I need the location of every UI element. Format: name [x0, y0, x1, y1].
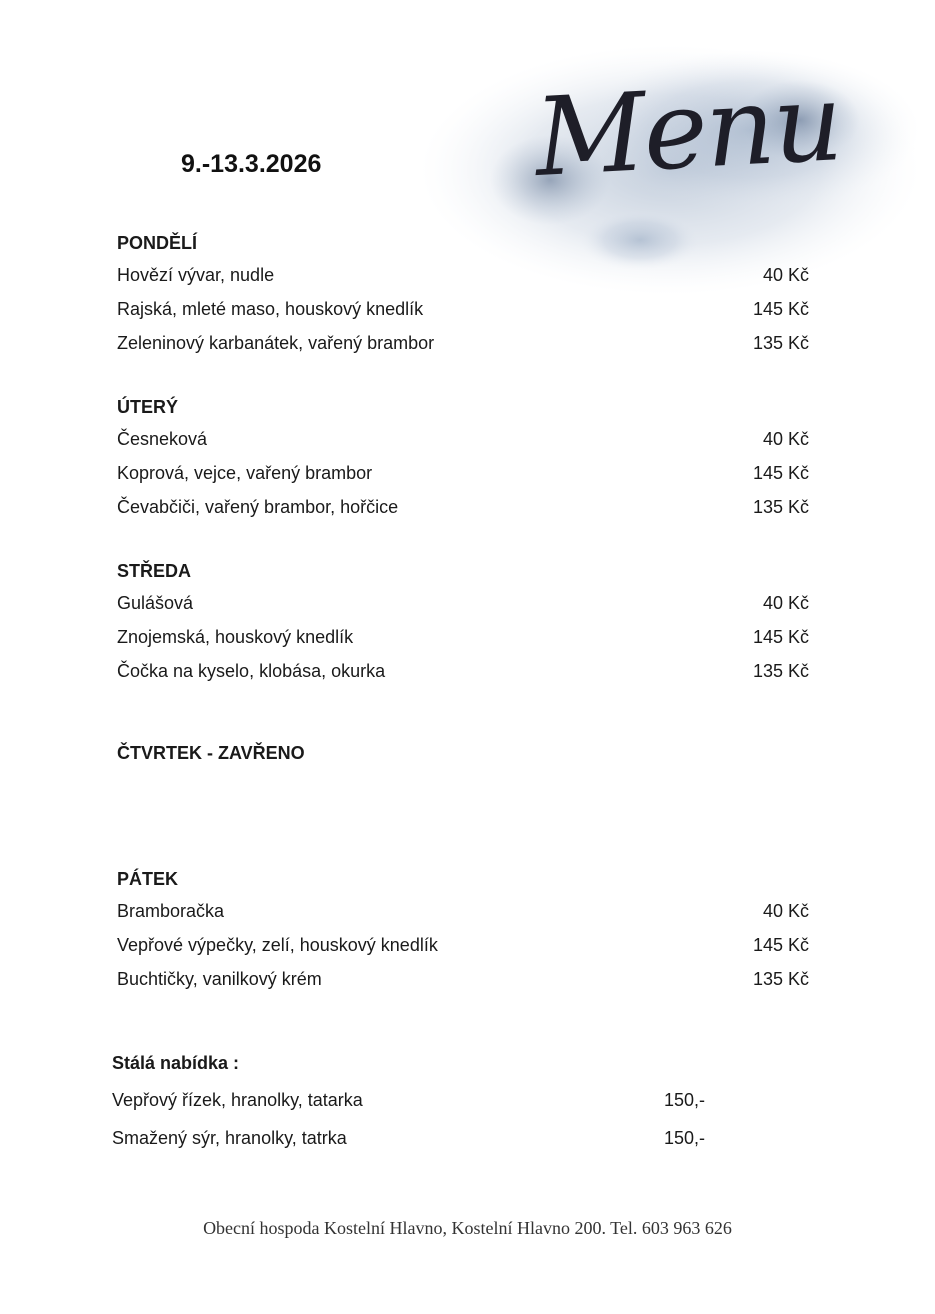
- spacer: [117, 360, 817, 392]
- item-name: Bramboračka: [117, 901, 225, 921]
- item-price: 40 Kč: [762, 593, 809, 613]
- day-friday: [117, 864, 817, 996]
- item-price: 145 Kč: [752, 463, 809, 483]
- spacer: [117, 524, 817, 556]
- item-name: Buchtičky, vanilkový krém: [117, 969, 322, 989]
- menu-item: [117, 586, 817, 620]
- week-date: 9.-13.3.2026: [181, 150, 322, 178]
- menu-item: [117, 654, 817, 688]
- day-title: ČTVRTEK - ZAVŘENO: [117, 743, 305, 763]
- item-price: 150,-: [664, 1128, 706, 1148]
- menu-title: Menu: [531, 60, 844, 201]
- menu-item: [117, 962, 817, 996]
- item-name: Vepřový řízek, hranolky, tatarka: [112, 1090, 363, 1110]
- item-name: Vepřové výpečky, zelí, houskový knedlík: [117, 935, 438, 955]
- standing-item: [112, 1119, 732, 1157]
- day-title: PÁTEK: [117, 869, 179, 889]
- item-name: Koprová, vejce, vařený brambor: [117, 463, 373, 483]
- day-title: ÚTERÝ: [117, 397, 179, 417]
- item-name: Gulášová: [117, 593, 194, 613]
- item-price: 40 Kč: [762, 901, 809, 921]
- item-price: 145 Kč: [752, 299, 809, 319]
- item-name: Česneková: [117, 429, 208, 449]
- day-title: PONDĚLÍ: [117, 233, 198, 253]
- menu-item: [117, 928, 817, 962]
- item-price: 145 Kč: [752, 935, 809, 955]
- item-name: Čevabčiči, vařený brambor, hořčice: [117, 497, 399, 517]
- item-price: 150,-: [664, 1090, 706, 1110]
- standing-offer-title: Stálá nabídka :: [112, 1053, 240, 1073]
- item-price: 40 Kč: [762, 429, 809, 449]
- day-title: STŘEDA: [117, 561, 192, 581]
- menu-item: [117, 258, 817, 292]
- day-monday: [117, 228, 817, 360]
- item-price: 135 Kč: [752, 497, 809, 517]
- item-name: Čočka na kyselo, klobása, okurka: [117, 661, 386, 681]
- item-price: 40 Kč: [762, 265, 809, 285]
- item-name: Znojemská, houskový knedlík: [117, 627, 354, 647]
- item-price: 145 Kč: [752, 627, 809, 647]
- spacer: [117, 688, 817, 738]
- item-name: Zeleninový karbanátek, vařený brambor: [117, 333, 435, 353]
- daily-menu: [117, 228, 817, 996]
- menu-item: [117, 490, 817, 524]
- menu-item: [117, 422, 817, 456]
- item-name: Rajská, mleté maso, houskový knedlík: [117, 299, 424, 319]
- spacer: [117, 768, 817, 864]
- menu-item: [117, 326, 817, 360]
- menu-item: [117, 620, 817, 654]
- footer-contact: Obecní hospoda Kostelní Hlavno, Kostelní Hlavno 200. Tel. 603 963 626: [203, 1218, 732, 1238]
- item-name: Smažený sýr, hranolky, tatrka: [112, 1128, 347, 1148]
- menu-item: [117, 894, 817, 928]
- day-tuesday: [117, 392, 817, 524]
- menu-item: [117, 456, 817, 490]
- day-wednesday: [117, 556, 817, 688]
- item-price: 135 Kč: [752, 333, 809, 353]
- standing-item: [112, 1081, 732, 1119]
- standing-offer: [112, 1045, 732, 1157]
- day-thursday: [117, 738, 817, 768]
- menu-item: [117, 292, 817, 326]
- item-price: 135 Kč: [752, 969, 809, 989]
- item-name: Hovězí vývar, nudle: [117, 265, 275, 285]
- item-price: 135 Kč: [752, 661, 809, 681]
